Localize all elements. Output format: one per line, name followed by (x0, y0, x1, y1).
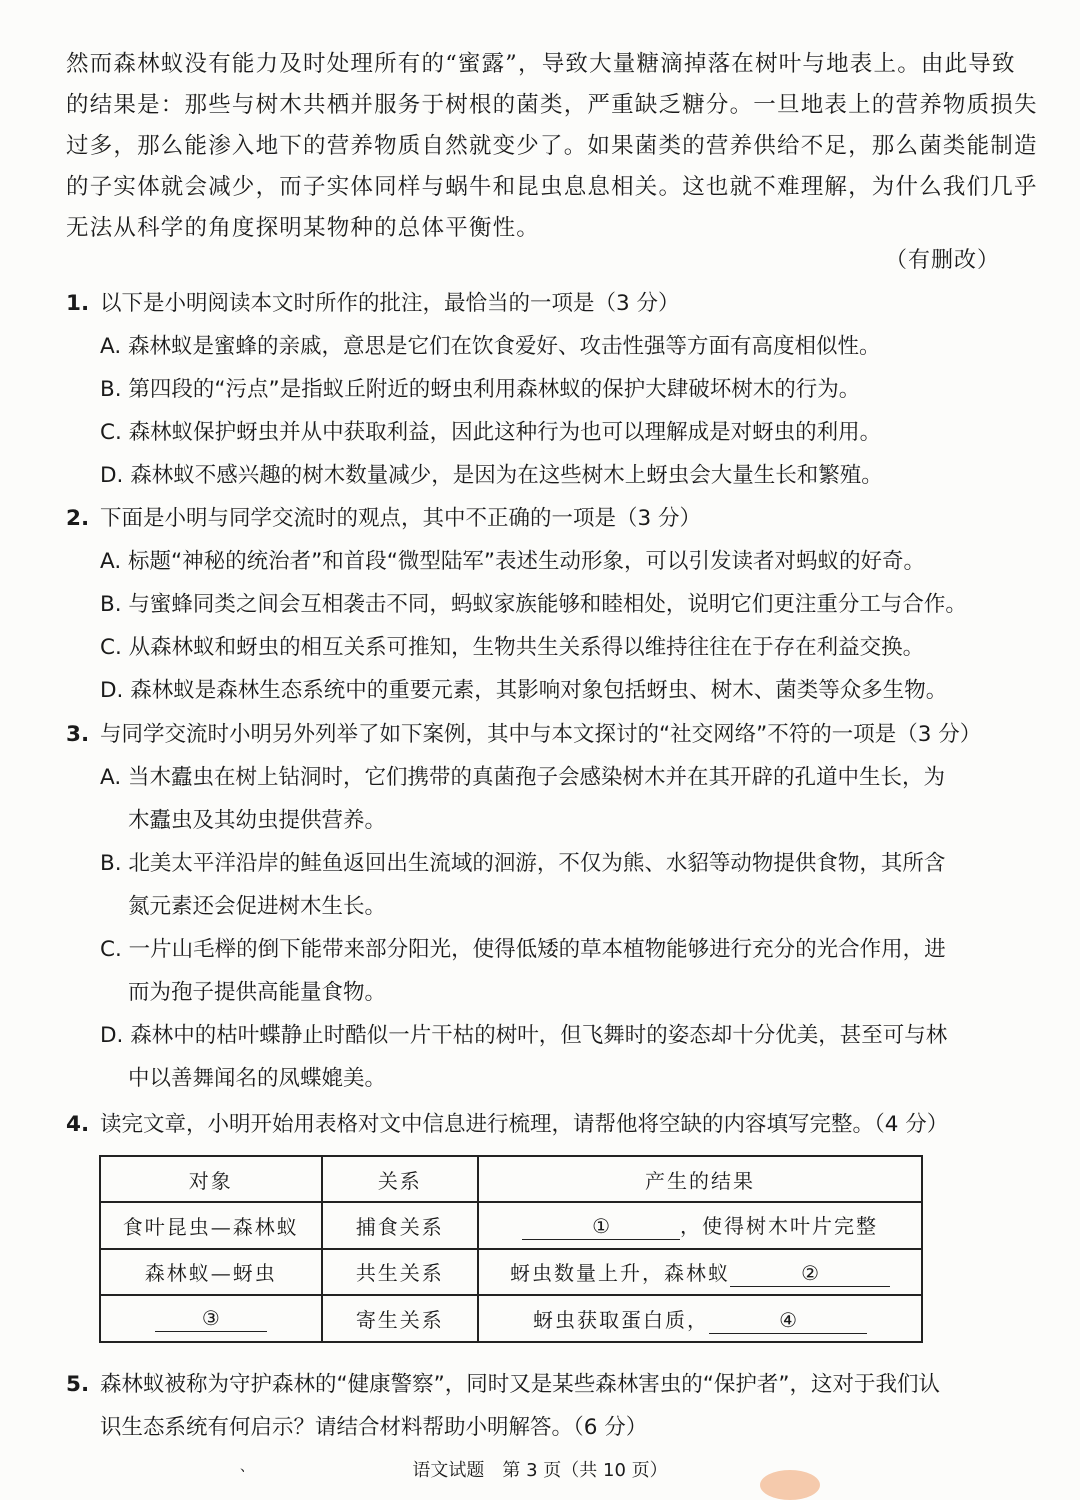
question-1 (66, 282, 1006, 497)
passage-credit: （有删改） (884, 248, 1000, 273)
option-c: C. 从森林蚁和蚜虫的相互关系可推知，生物共生关系得以维持往往在于存在利益交换。 (100, 635, 925, 660)
result-cell (478, 1202, 922, 1249)
answer-blank-3[interactable]: ③ (155, 1305, 267, 1332)
column-header: 对象 (100, 1156, 322, 1202)
question-number: 4. (66, 1112, 90, 1137)
object-cell: 食叶昆虫—森林蚁 (100, 1202, 322, 1249)
passage-line: 过多，那么能渗入地下的营养物质自然就变少了。如果菌类的营养供给不足，那么菌类能制造 (66, 133, 1038, 159)
question-2 (66, 497, 1006, 712)
question-stem-continued: 识生态系统有何启示？请结合材料帮助小明解答。（6 分） (100, 1415, 648, 1440)
option-a: A. 标题“神秘的统治者”和首段“微型陆军”表述生动形象，可以引发读者对蚂蚁的好奇。 (100, 549, 926, 574)
option-d: D. 森林中的枯叶蝶静止时酷似一片干枯的树叶，但飞舞时的姿态却十分优美，甚至可与林 (100, 1023, 948, 1048)
option-d: D. 森林蚁是森林生态系统中的重要元素，其影响对象包括蚜虫、树木、菌类等众多生物。 (100, 678, 948, 703)
option-c: C. 一片山毛榉的倒下能带来部分阳光，使得低矮的草本植物能够进行充分的光合作用，进 (100, 937, 946, 962)
relation-cell: 共生关系 (322, 1249, 478, 1296)
passage-line: 的子实体就会减少，而子实体同样与蜗牛和昆虫息息相关。这也就不难理解，为什么我们几乎 (66, 174, 1038, 200)
info-table (99, 1155, 923, 1343)
passage-line: 然而森林蚁没有能力及时处理所有的“蜜露”，导致大量糖滴掉落在树叶与地表上。由此导致 (66, 51, 1016, 77)
table-row (100, 1249, 922, 1296)
question-3 (66, 713, 1006, 1100)
object-cell (100, 1295, 322, 1342)
table-row (100, 1202, 922, 1249)
result-prefix: 蚜虫数量上升，森林蚁 (510, 1260, 731, 1285)
question-number: 5. (66, 1372, 90, 1397)
question-stem: 森林蚁被称为守护森林的“健康警察”，同时又是某些森林害虫的“保护者”，这对于我们认 (100, 1372, 941, 1397)
table-header-row (100, 1156, 922, 1202)
option-a: A. 当木蠹虫在树上钻洞时，它们携带的真菌孢子会感染树木并在其开辟的孔道中生长，为 (100, 765, 946, 790)
paper-smudge (760, 1470, 820, 1500)
question-number: 2. (66, 506, 90, 531)
column-header: 产生的结果 (478, 1156, 922, 1202)
result-suffix: ，使得树木叶片完整 (680, 1214, 879, 1239)
question-stem: 与同学交流时小明另外列举了如下案例，其中与本文探讨的“社交网络”不符的一项是（3 分） (100, 722, 982, 747)
question-stem: 以下是小明阅读本文时所作的批注，最恰当的一项是（3 分） (100, 291, 680, 316)
page-footer: 语文试题 第 3 页（共 10 页） (412, 1460, 668, 1481)
question-stem: 读完文章，小明开始用表格对文中信息进行梳理，请帮他将空缺的内容填写完整。（4 分） (100, 1112, 949, 1137)
option-a: A. 森林蚁是蜜蜂的亲戚，意思是它们在饮食爱好、攻击性强等方面有高度相似性。 (100, 334, 881, 359)
result-cell (478, 1249, 922, 1296)
answer-blank-2[interactable]: ② (730, 1260, 890, 1287)
option-d: D. 森林蚁不感兴趣的树木数量减少，是因为在这些树木上蚜虫会大量生长和繁殖。 (100, 463, 883, 488)
relation-cell: 寄生关系 (322, 1295, 478, 1342)
answer-blank-4[interactable]: ④ (709, 1307, 867, 1334)
result-prefix: 蚜虫获取蛋白质， (533, 1307, 710, 1332)
question-5 (66, 1363, 1006, 1449)
option-b-continued: 氮元素还会促进树木生长。 (128, 894, 387, 919)
option-b: B. 第四段的“污点”是指蚁丘附近的蚜虫利用森林蚁的保护大肆破坏树木的行为。 (100, 377, 861, 402)
option-c-continued: 而为孢子提供高能量食物。 (128, 980, 387, 1005)
object-cell: 森林蚁—蚜虫 (100, 1249, 322, 1296)
result-cell (478, 1295, 922, 1342)
table-row (100, 1295, 922, 1342)
option-b: B. 与蜜蜂同类之间会互相袭击不同，蚂蚁家族能够和睦相处，说明它们更注重分工与合作。 (100, 592, 967, 617)
stray-mark: 、 (240, 1459, 254, 1475)
reading-passage (66, 44, 1038, 249)
question-4 (66, 1103, 1006, 1146)
option-c: C. 森林蚁保护蚜虫并从中获取利益，因此这种行为也可以理解成是对蚜虫的利用。 (100, 420, 882, 445)
question-number: 3. (66, 722, 90, 747)
option-b: B. 北美太平洋沿岸的鲑鱼返回出生流域的洄游，不仅为熊、水貂等动物提供食物，其所含 (100, 851, 946, 876)
question-number: 1. (66, 291, 90, 316)
relation-cell: 捕食关系 (322, 1202, 478, 1249)
option-d-continued: 中以善舞闻名的凤蝶媲美。 (128, 1066, 387, 1091)
column-header: 关系 (322, 1156, 478, 1202)
passage-line: 的结果是：那些与树木共栖并服务于树根的菌类，严重缺乏糖分。一旦地表上的营养物质损失 (66, 92, 1038, 118)
passage-line: 无法从科学的角度探明某物种的总体平衡性。 (66, 215, 541, 241)
option-a-continued: 木蠹虫及其幼虫提供营养。 (128, 808, 387, 833)
question-stem: 下面是小明与同学交流时的观点，其中不正确的一项是（3 分） (100, 506, 702, 531)
answer-blank-1[interactable]: ① (522, 1213, 680, 1240)
